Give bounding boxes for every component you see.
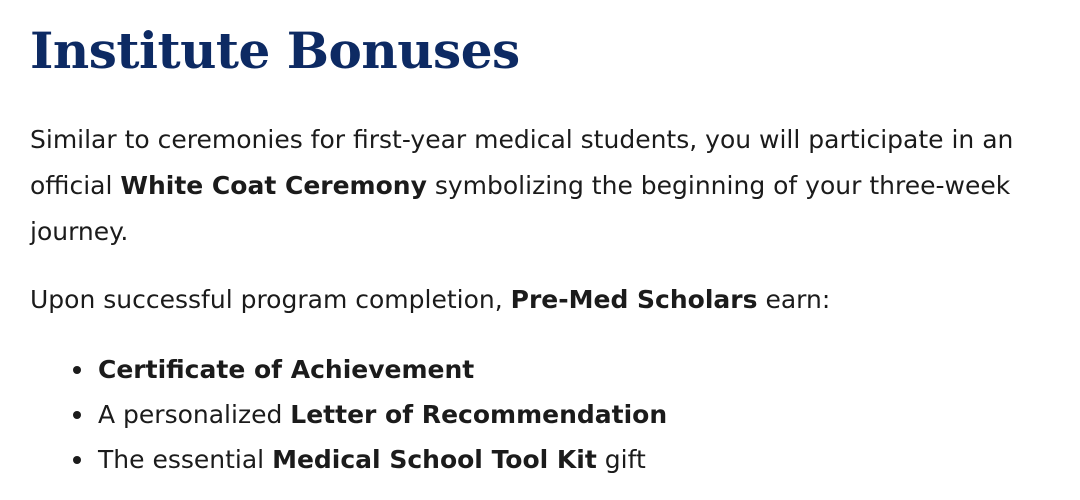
benefit-highlight: Medical School Tool Kit bbox=[272, 445, 597, 474]
completion-paragraph bbox=[30, 277, 1060, 323]
bullet-icon bbox=[73, 456, 81, 464]
list-item bbox=[98, 392, 1060, 437]
completion-text-before: Upon successful program completion, bbox=[30, 285, 511, 314]
list-item bbox=[98, 347, 1060, 392]
bullet-icon bbox=[73, 366, 81, 374]
article-section bbox=[30, 18, 1060, 482]
benefit-prefix: A personalized bbox=[98, 400, 291, 429]
page-title: Institute Bonuses bbox=[30, 21, 520, 80]
intro-paragraph bbox=[30, 117, 1060, 255]
intro-text-before: Similar to ceremonies for first-year medical students, you will participate in an official bbox=[30, 125, 1014, 200]
completion-highlight: Pre-Med Scholars bbox=[510, 285, 758, 314]
benefit-prefix: The essential bbox=[98, 445, 273, 474]
benefit-suffix: gift bbox=[596, 445, 646, 474]
bullet-icon bbox=[73, 411, 81, 419]
benefit-highlight: Letter of Recommendation bbox=[290, 400, 668, 429]
intro-text-after: symbolizing the beginning of your three-week journey. bbox=[30, 171, 1011, 246]
benefits-list bbox=[30, 347, 1060, 482]
list-item bbox=[98, 437, 1060, 482]
intro-highlight: White Coat Ceremony bbox=[120, 171, 427, 200]
benefit-highlight: Certificate of Achievement bbox=[98, 355, 475, 384]
completion-text-after: earn: bbox=[757, 285, 831, 314]
